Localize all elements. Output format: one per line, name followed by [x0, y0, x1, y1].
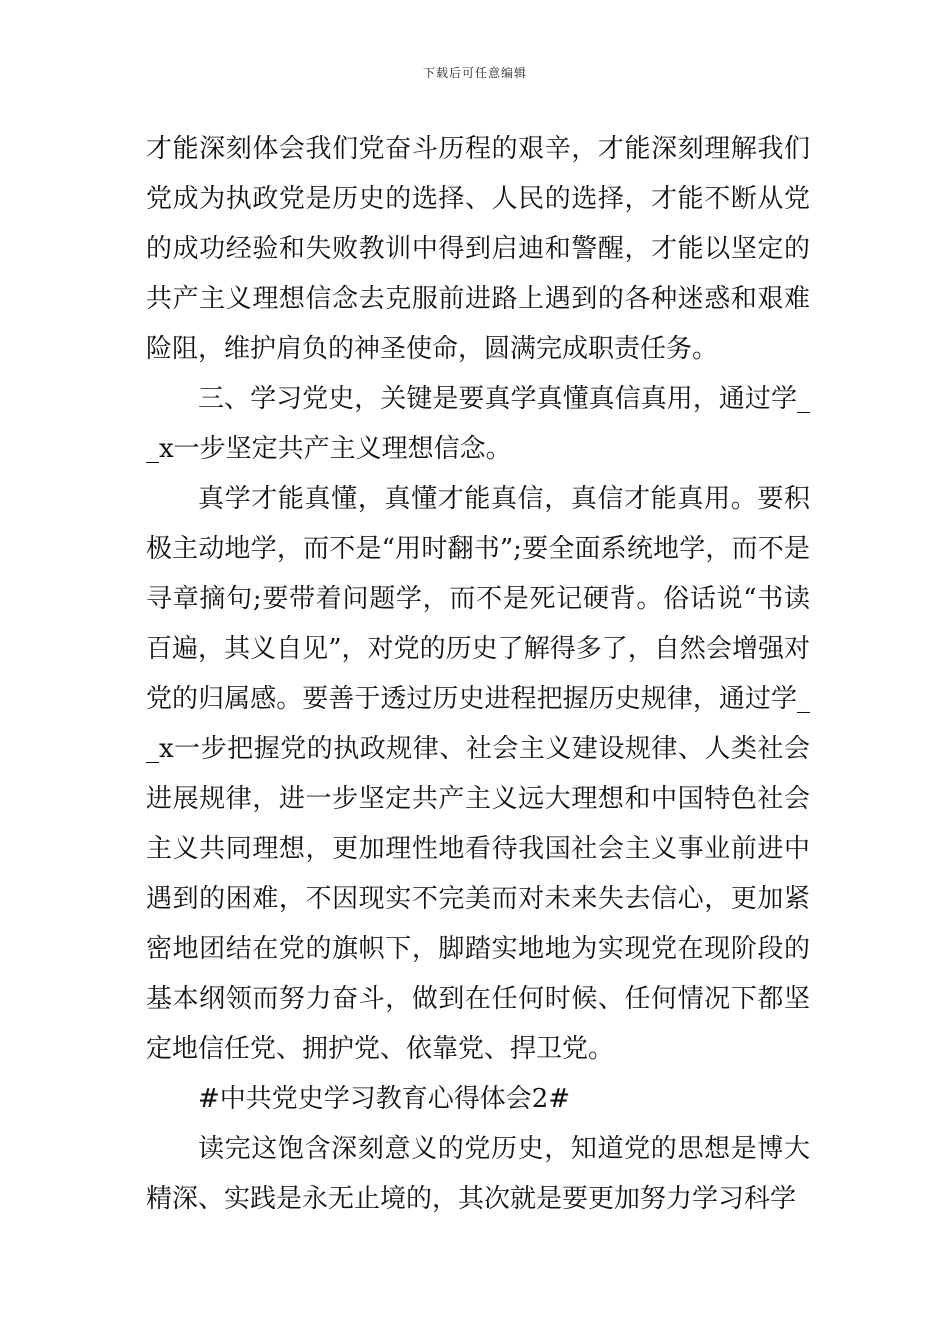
document-body [146, 124, 810, 1224]
paragraph-body-2: 读完这饱含深刻意义的党历史，知道党的思想是博大精深、实践是永无止境的，其次就是要更加努力学习科学 [146, 1134, 810, 1214]
paragraph-continuation: 才能深刻体会我们党奋斗历程的艰辛，才能深刻理解我们党成为执政党是历史的选择、人民的选择，才能不断从党的成功经验和失败教训中得到启迪和警醒，才能以坚定的共产主义理想信念去克服前进路上遇到的各种迷惑和艰难险阻，维护肩负的神圣使命，圆满完成职责任务。 [146, 134, 810, 364]
paragraph-section-heading: 三、学习党史，关键是要真学真懂真信真用，通过学__x一步坚定共产主义理想信念。 [146, 384, 810, 464]
page-header: 下载后可任意编辑 [422, 66, 527, 80]
paragraph-body: 真学才能真懂，真懂才能真信，真信才能真用。要积极主动地学，而不是“用时翻书”;要全面系统地学，而不是寻章摘句;要带着问题学，而不是死记硬背。俗话说“书读百遍，其义自见”，对党的历史了解得多了，自然会增强对党的归属感。要善于透过历史进程把握历史规律，通过学__x一步把握党的执政规律、社会主义建设规律、人类社会进展规律，进一步坚定共产主义远大理想和中国特色社会主义共同理想，更加理性地看待我国社会主义事业前进中遇到的困难，不因现实不完美而对未来失去信心，更加紧密地团结在党的旗帜下，脚踏实地地为实现党在现阶段的基本纲领而努力奋斗，做到在任何时候、任何情况下都坚定地信任党、拥护党、依靠党、捍卫党。 [146, 484, 810, 1064]
paragraph-subtitle: #中共党史学习教育心得体会2# [198, 1084, 571, 1114]
